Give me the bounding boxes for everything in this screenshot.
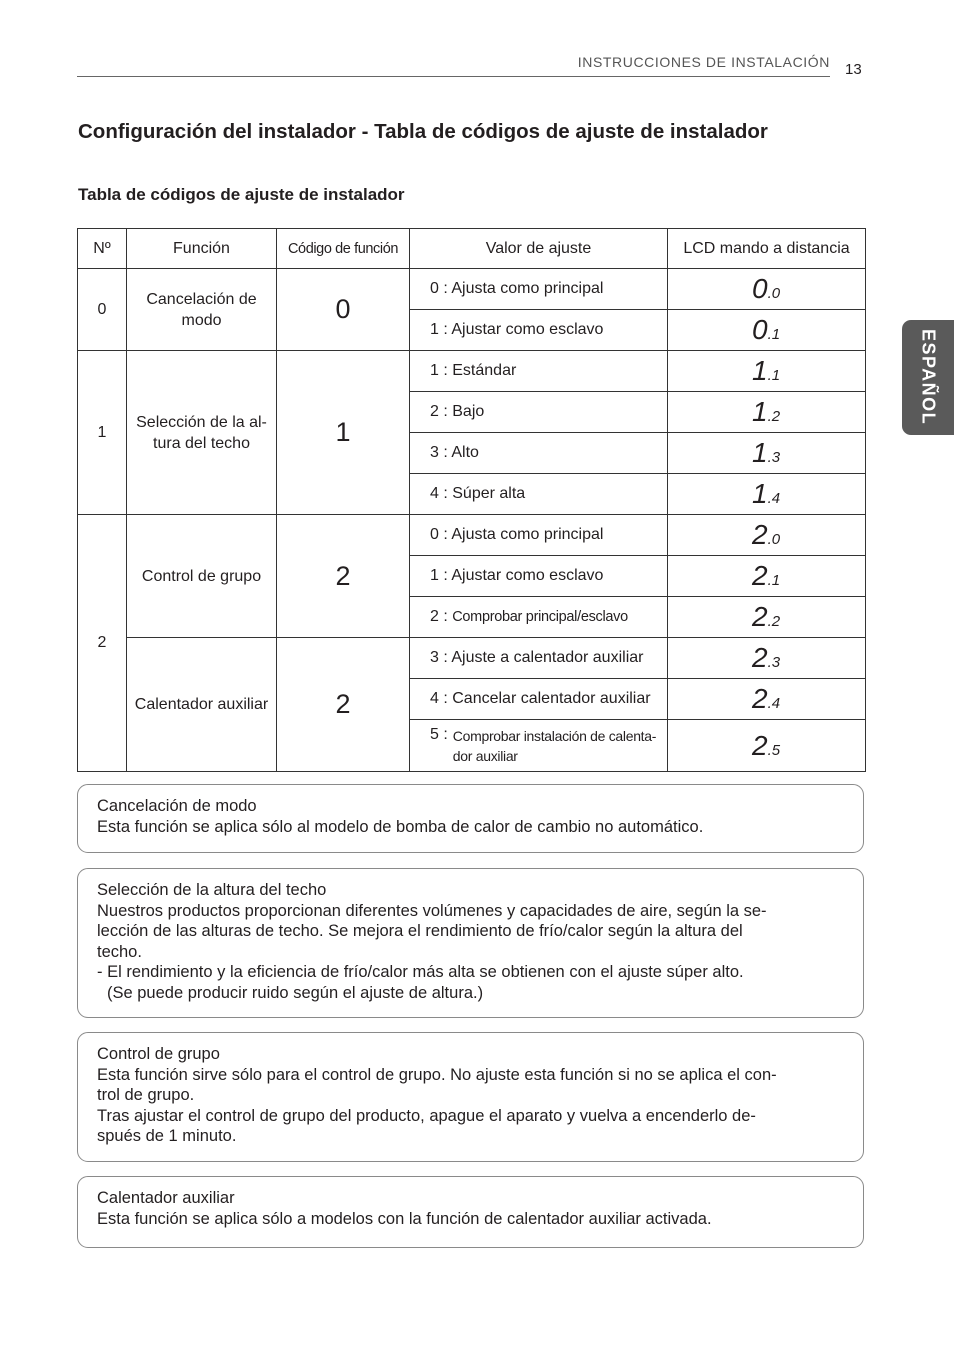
lcd-subdigit: .3 xyxy=(767,449,781,466)
note-text: Nuestros productos proporcionan diferentes volúmenes y capacidades de aire, según la se- xyxy=(97,901,767,920)
note-title: Cancelación de modo xyxy=(97,797,257,815)
lcd-subdigit: .1 xyxy=(767,572,781,589)
function-name-line: Control de grupo xyxy=(141,567,262,585)
setting-label: Ajustar como esclavo xyxy=(451,567,604,584)
column-header-lcd: LCD mando a distancia xyxy=(668,229,866,269)
setting-label: Ajusta como principal xyxy=(451,280,604,297)
page-title: Configuración del instalador - Tabla de códigos de ajuste de instalador xyxy=(78,120,768,143)
lcd-subdigit: .4 xyxy=(767,490,781,507)
setting-value xyxy=(410,556,668,597)
lcd-display xyxy=(668,679,866,720)
lcd-display xyxy=(668,474,866,515)
lcd-digit: 2 xyxy=(752,642,768,673)
setting-value xyxy=(410,474,668,515)
lcd-display xyxy=(668,269,866,310)
note-mode-cancel xyxy=(77,784,864,853)
setting-key: 3 : xyxy=(430,444,448,461)
note-aux-heater xyxy=(77,1176,864,1248)
table-row xyxy=(78,638,866,679)
function-name xyxy=(127,515,277,638)
note-text: techo. xyxy=(97,942,142,961)
header-divider xyxy=(77,76,830,77)
installer-codes-table xyxy=(77,228,866,772)
function-name-line: tura del techo xyxy=(153,434,250,452)
lcd-subdigit: .3 xyxy=(767,654,781,671)
note-text: - El rendimiento y la eficiencia de frío/calor más alta se obtienen con el ajuste súper alto. xyxy=(97,963,744,981)
lcd-subdigit: .5 xyxy=(767,741,781,759)
lcd-subdigit: .1 xyxy=(767,367,781,384)
setting-label: Estándar xyxy=(452,362,517,379)
setting-key: 2 : xyxy=(430,608,448,625)
lcd-display xyxy=(668,597,866,638)
function-name xyxy=(127,269,277,351)
lcd-digit: 1 xyxy=(752,437,768,468)
column-header-function-code: Código de función xyxy=(277,229,410,269)
setting-label-line: Comprobar instalación de calenta- xyxy=(452,727,657,744)
setting-key: 3 : xyxy=(430,649,448,666)
lcd-subdigit: .2 xyxy=(767,408,781,425)
lcd-digit: 0 xyxy=(752,314,768,345)
setting-key: 1 : xyxy=(430,567,448,584)
table-row xyxy=(78,351,866,392)
setting-label: Ajuste a calentador auxiliar xyxy=(451,649,644,666)
lcd-display xyxy=(668,720,866,772)
setting-label: Ajusta como principal xyxy=(451,526,604,543)
table-row xyxy=(78,515,866,556)
function-code: 0 xyxy=(277,269,410,351)
column-header-function: Función xyxy=(127,229,277,269)
lcd-display xyxy=(668,433,866,474)
lcd-subdigit: .1 xyxy=(767,326,781,343)
lcd-digit: 2 xyxy=(752,519,768,550)
note-text: trol de grupo. xyxy=(97,1086,195,1104)
function-code: 2 xyxy=(277,638,410,772)
function-name-line: Calentador auxiliar xyxy=(134,696,269,713)
lcd-digit: 0 xyxy=(752,273,768,304)
table-row xyxy=(78,269,866,310)
lcd-subdigit: .0 xyxy=(767,531,781,548)
lcd-digit: 2 xyxy=(752,729,768,761)
setting-label: Cancelar calentador auxiliar xyxy=(452,690,651,707)
note-group-control xyxy=(77,1032,864,1162)
setting-key: 1 : xyxy=(430,321,448,338)
lcd-display xyxy=(668,638,866,679)
column-header-number: Nº xyxy=(78,229,127,269)
setting-key: 4 : xyxy=(430,690,448,707)
lcd-digit: 1 xyxy=(752,355,768,386)
note-text: spués de 1 minuto. xyxy=(97,1127,237,1145)
lcd-display xyxy=(668,310,866,351)
lcd-digit: 2 xyxy=(752,683,768,714)
note-text: (Se puede producir ruido según el ajuste de altura.) xyxy=(107,983,484,1002)
setting-value xyxy=(410,679,668,720)
row-number: 2 xyxy=(78,515,127,772)
note-text: Tras ajustar el control de grupo del producto, apague el aparato y vuelva a encenderlo de- xyxy=(97,1106,756,1125)
setting-value xyxy=(410,638,668,679)
setting-label: Súper alta xyxy=(452,485,526,502)
function-name-line: Selección de la al- xyxy=(136,413,267,431)
note-text: Esta función se aplica sólo al modelo de bomba de calor de cambio no automático. xyxy=(97,817,704,836)
setting-key: 0 : xyxy=(430,526,448,543)
setting-label xyxy=(453,726,656,766)
section-header: INSTRUCCIONES DE INSTALACIÓN xyxy=(577,54,830,70)
setting-value xyxy=(410,515,668,556)
lcd-display xyxy=(668,392,866,433)
table-title: Tabla de códigos de ajuste de instalador xyxy=(78,185,405,204)
lcd-subdigit: .0 xyxy=(767,285,781,302)
function-code: 1 xyxy=(277,351,410,515)
lcd-digit: 2 xyxy=(752,601,768,632)
note-text: Esta función se aplica sólo a modelos con la función de calentador auxiliar activada. xyxy=(97,1209,712,1228)
setting-value xyxy=(410,720,668,772)
note-text: lección de las alturas de techo. Se mejora el rendimiento de frío/calor según la altura del xyxy=(97,922,743,940)
setting-value xyxy=(410,269,668,310)
row-number: 0 xyxy=(78,269,127,351)
setting-label: Bajo xyxy=(452,403,485,420)
lcd-display xyxy=(668,515,866,556)
function-name-line: Cancelación de xyxy=(146,290,257,308)
setting-key: 5 : xyxy=(430,725,448,743)
table-header-row xyxy=(78,229,866,269)
setting-value xyxy=(410,597,668,638)
function-name xyxy=(127,351,277,515)
language-tab-label: ESPAÑOL xyxy=(918,329,939,426)
language-tab xyxy=(902,320,954,435)
setting-value xyxy=(410,351,668,392)
setting-label: Comprobar principal/esclavo xyxy=(452,609,628,625)
note-title: Control de grupo xyxy=(97,1045,220,1063)
setting-key: 4 : xyxy=(430,485,448,502)
lcd-display xyxy=(668,351,866,392)
setting-key: 1 : xyxy=(430,362,448,379)
function-name-line: modo xyxy=(181,311,222,329)
note-title: Calentador auxiliar xyxy=(97,1189,235,1207)
setting-label: Ajustar como esclavo xyxy=(451,321,604,338)
setting-label: Alto xyxy=(451,444,479,461)
function-code: 2 xyxy=(277,515,410,638)
note-title: Selección de la altura del techo xyxy=(97,881,327,899)
function-name xyxy=(127,638,277,772)
setting-value xyxy=(410,433,668,474)
row-number: 1 xyxy=(78,351,127,515)
lcd-digit: 1 xyxy=(752,396,768,427)
setting-key: 0 : xyxy=(430,280,448,297)
note-ceiling-height xyxy=(77,868,864,1018)
setting-value xyxy=(410,392,668,433)
lcd-digit: 2 xyxy=(752,560,768,591)
lcd-subdigit: .4 xyxy=(767,695,781,712)
lcd-display xyxy=(668,556,866,597)
column-header-setting-value: Valor de ajuste xyxy=(410,229,668,269)
lcd-digit: 1 xyxy=(752,478,768,509)
setting-key: 2 : xyxy=(430,403,448,420)
setting-value xyxy=(410,310,668,351)
note-text: Esta función sirve sólo para el control de grupo. No ajuste esta función si no se aplica el con- xyxy=(97,1065,777,1084)
page-number: 13 xyxy=(845,61,862,78)
lcd-subdigit: .2 xyxy=(767,613,781,630)
setting-label-line: dor auxiliar xyxy=(452,747,518,764)
